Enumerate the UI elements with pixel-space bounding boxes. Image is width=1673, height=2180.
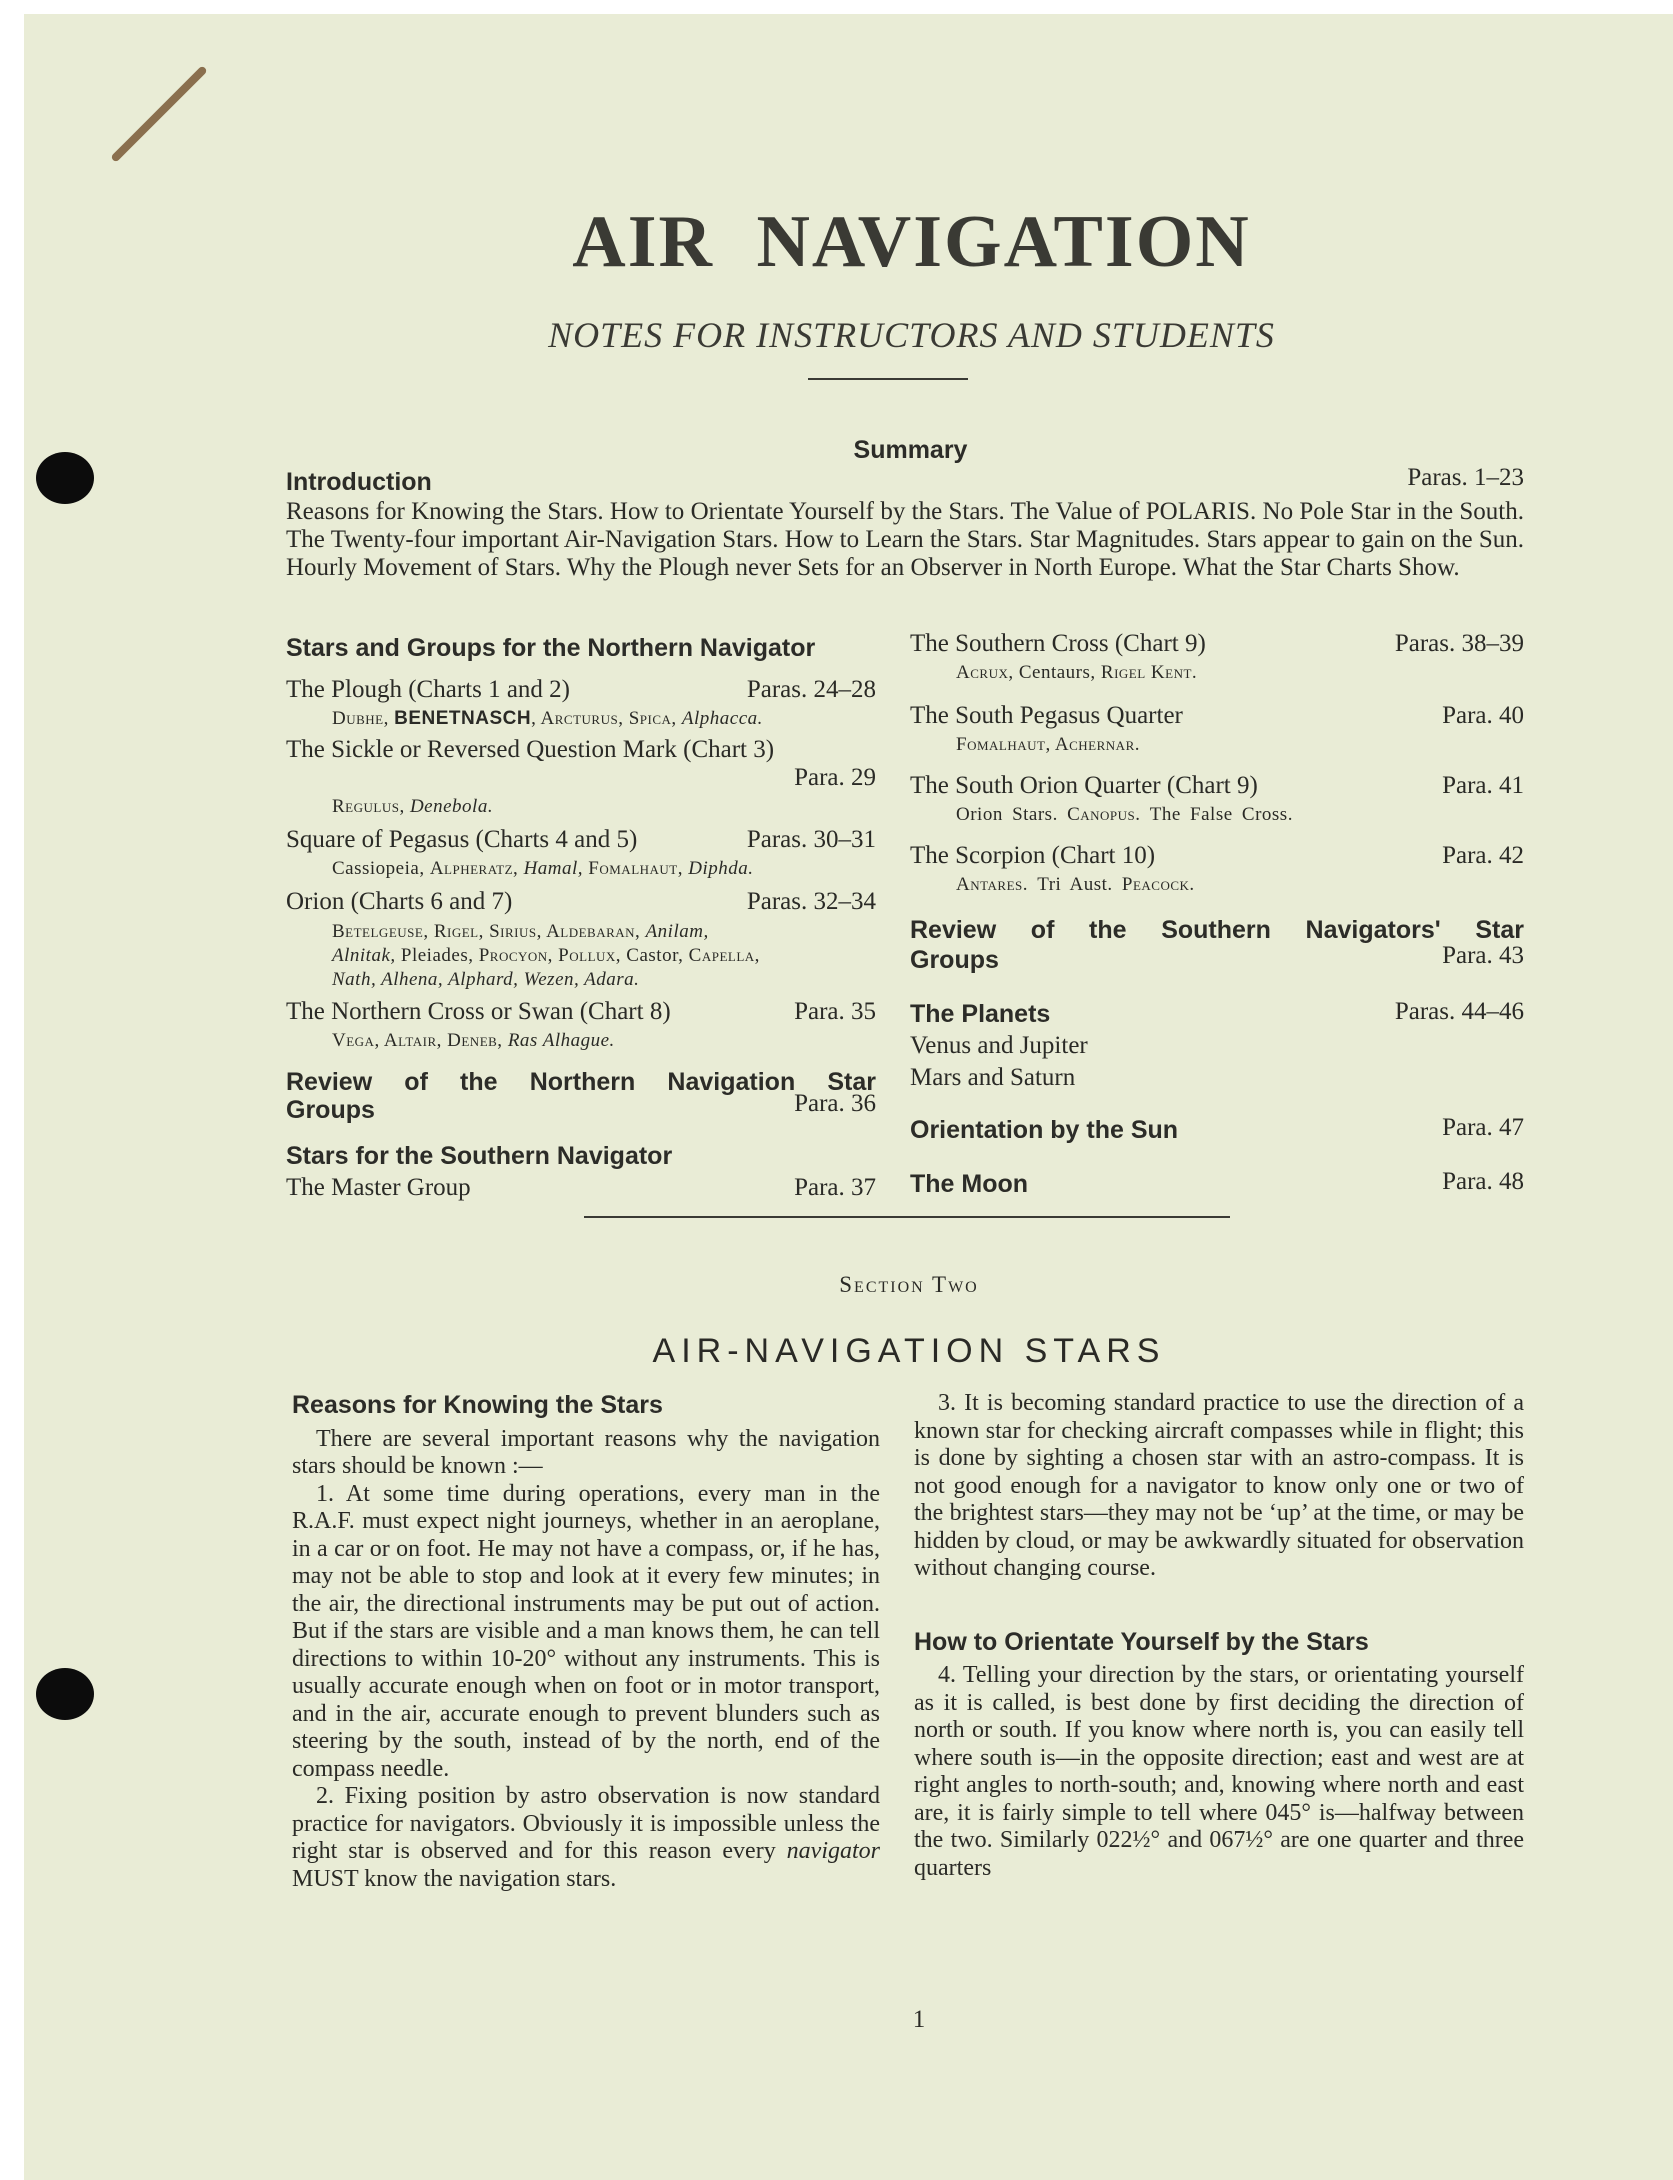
swan-entry: The Northern Cross or Swan (Chart 8): [286, 998, 671, 1025]
review-northern-paras: Para. 36: [794, 1090, 876, 1117]
summary-heading: Summary: [853, 436, 968, 464]
sickle-entry: The Sickle or Reversed Question Mark (Chart 3): [286, 736, 775, 763]
south-orion-entry: The South Orion Quarter (Chart 9): [910, 772, 1258, 799]
pegasus-paras: Paras. 30–31: [746, 826, 876, 853]
introduction-paras: Paras. 1–23: [1407, 464, 1524, 491]
plough-entry: The Plough (Charts 1 and 2): [286, 676, 570, 703]
document-page: [24, 14, 1673, 2180]
master-group-paras: Para. 37: [794, 1174, 876, 1201]
swan-stars: Vega, Altair, Deneb, Ras Alhague.: [332, 1030, 615, 1051]
planets-venus-jupiter: Venus and Jupiter: [910, 1032, 1088, 1059]
planets-mars-saturn: Mars and Saturn: [910, 1064, 1076, 1091]
plough-stars: Dubhe, BENETNASCH, Arcturus, Spica, Alphacca.: [332, 708, 763, 729]
pegasus-entry: Square of Pegasus (Charts 4 and 5): [286, 826, 638, 853]
reasons-intro-paragraph: There are several important reasons why the navigation stars should be known :—: [292, 1425, 880, 1479]
introduction-heading: Introduction: [286, 468, 432, 496]
title-divider: [808, 378, 968, 380]
south-pegasus-entry: The South Pegasus Quarter: [910, 702, 1183, 729]
southern-cross-stars: Acrux, Centaurs, Rigel Kent.: [956, 662, 1198, 683]
review-southern-heading: Review of the Southern Navigators' Star: [910, 916, 1524, 944]
section-title: AIR-NAVIGATION STARS: [652, 1332, 1166, 1370]
south-orion-paras: Para. 41: [1442, 772, 1524, 799]
review-northern-heading: Review of the Northern Navigation Star: [286, 1068, 876, 1096]
scorpion-entry: The Scorpion (Chart 10): [910, 842, 1156, 869]
pegasus-stars: Cassiopeia, Alpheratz, Hamal, Fomalhaut, Diphda.: [332, 858, 754, 879]
reasons-heading: Reasons for Knowing the Stars: [292, 1391, 663, 1419]
rust-stain: [110, 65, 208, 163]
sun-orientation-paras: Para. 47: [1442, 1114, 1524, 1141]
south-orion-stars: Orion Stars. Canopus. The False Cross.: [956, 804, 1293, 825]
master-group-entry: The Master Group: [286, 1174, 471, 1201]
summary-divider: [584, 1216, 1230, 1218]
paragraph-2: 2. Fixing position by astro observation is now standard practice for navigators. Obviously it is impossible unless the right star is observed and for this reason every navigator MUST know the navigation stars.: [292, 1783, 880, 1892]
page-number: 1: [912, 2006, 926, 2033]
document-subtitle: NOTES FOR INSTRUCTORS AND STUDENTS: [548, 315, 1275, 355]
orion-entry: Orion (Charts 6 and 7): [286, 888, 513, 915]
paragraph-4: 4. Telling your direction by the stars, or orientating yourself as it is called, is best done by first deciding the direction of north or south. If you know where north is, you can easily tell where south is—in the opposite direction; east and west are at right angles to north-south; and, knowing where north and east are, it is fairly simple to tell where 045° is—halfway between the two. Similarly 022½° and 067½° are one quarter and three quarters: [914, 1662, 1524, 1881]
planets-paras: Paras. 44–46: [1394, 998, 1524, 1025]
scorpion-stars: Antares. Tri Aust. Peacock.: [956, 874, 1195, 895]
paragraph-3: 3. It is becoming standard practice to use the direction of a known star for checking aircraft compasses while in flight; this is done by sighting a chosen star with an astro-compass. It is not good enough for a navigator to know only one or two of the brightest stars—they may not be ‘up’ at the time, or may be hidden by cloud, or may be awkwardly situated for observation without changing course.: [914, 1390, 1524, 1581]
punch-hole-bottom: [36, 1668, 94, 1720]
moon-paras: Para. 48: [1442, 1168, 1524, 1195]
planets-heading: The Planets: [910, 1000, 1051, 1028]
review-northern-heading-cont: Groups: [286, 1096, 375, 1124]
northern-navigator-heading: Stars and Groups for the Northern Navigator: [286, 634, 816, 662]
sickle-paras: Para. 29: [794, 764, 876, 791]
paragraph-1: 1. At some time during operations, every man in the R.A.F. must expect night journeys, whether in an aeroplane, in a car or on foot. He may not have a compass, or, if he has, may not be able to stop and look at it every few minutes; in the air, the directional instruments may be put out of action. But if the stars are visible and a man knows them, he can tell directions to within 10-20° without any instruments. This is usually accurate enough when on foot or in motor transport, and in the air, accurate enough to prevent blunders such as steering by the south, instead of by the north, end of the compass needle.: [292, 1480, 880, 1782]
body-left-column: [292, 1392, 880, 1893]
introduction-text: Reasons for Knowing the Stars. How to Orientate Yourself by the Stars. The Value of POLARIS. No Pole Star in the South. The Twenty-four important Air-Navigation Stars. How to Learn the Stars. Star Magnitudes. Stars appear to gain on the Sun. Hourly Movement of Stars. Why the Plough never Sets for an Observer in North Europe. What the Star Charts Show.: [286, 498, 1524, 581]
document-title: AIR NAVIGATION: [572, 201, 1251, 283]
orion-paras: Paras. 32–34: [746, 888, 876, 915]
scorpion-paras: Para. 42: [1442, 842, 1524, 869]
south-pegasus-paras: Para. 40: [1442, 702, 1524, 729]
plough-paras: Paras. 24–28: [746, 676, 876, 703]
southern-cross-paras: Paras. 38–39: [1394, 630, 1524, 657]
body-right-column: [914, 1390, 1524, 1882]
swan-paras: Para. 35: [794, 998, 876, 1025]
sun-orientation-heading: Orientation by the Sun: [910, 1116, 1179, 1144]
section-label: Section Two: [839, 1272, 979, 1297]
southern-cross-entry: The Southern Cross (Chart 9): [910, 630, 1206, 657]
orion-stars: Betelgeuse, Rigel, Sirius, Aldebaran, Anilam, Alnitak, Pleiades, Procyon, Pollux, Castor, Capella, Nath, Alhena, Alphard, Wezen, Adara.: [332, 921, 760, 990]
moon-heading: The Moon: [910, 1170, 1029, 1198]
southern-navigator-heading: Stars for the Southern Navigator: [286, 1142, 673, 1170]
review-southern-heading-cont: Groups: [910, 946, 999, 974]
south-pegasus-stars: Fomalhaut, Achernar.: [956, 734, 1140, 755]
review-southern-paras: Para. 43: [1442, 942, 1524, 969]
sickle-stars: Regulus, Denebola.: [332, 796, 494, 817]
orientate-heading: How to Orientate Yourself by the Stars: [914, 1627, 1369, 1656]
